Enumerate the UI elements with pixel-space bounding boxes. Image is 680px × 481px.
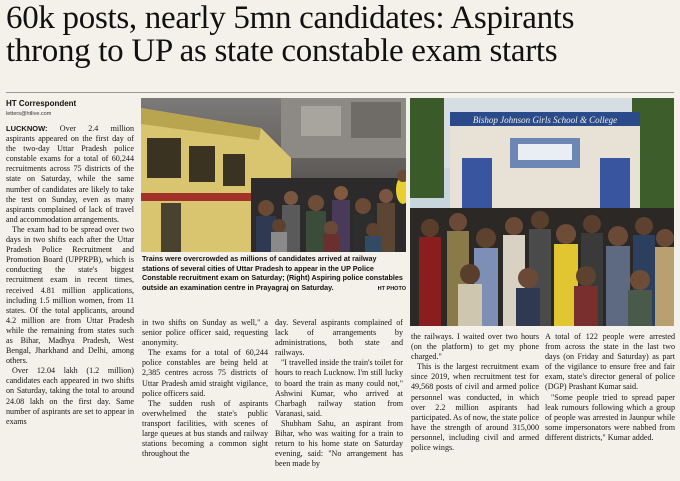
- byline-email: letters@htlive.com: [6, 111, 52, 117]
- paragraph-text: Over 2.4 million aspirants appeared on the first day of the two-day Uttar Pradesh police constable exams for a total of 60,244 recruitments across 75 districts of the state on Saturday, while the same number of candidates are likely to take the test on Sunday, even as many aspirants complained of lack of travel and accommodation arrangements.: [6, 124, 134, 224]
- photo-exam-centre-crowd: [410, 98, 674, 326]
- photo-credit: HT PHOTO: [377, 285, 406, 292]
- article-paragraph: A total of 122 people were arrested from across the state in the last two days (on Friday and Saturday) as part of the vigilance to ensure free and fair exam, state's director general of police (DGP) Prashant Kumar said.: [545, 332, 675, 392]
- article-paragraph: [6, 124, 134, 225]
- exam-centre-image: [410, 98, 674, 326]
- article-paragraph: "Some people tried to spread paper leak rumours following which a group of people was arrested in Jaunpur while some impersonators were nabbed from different districts," Kumar added.: [545, 392, 675, 442]
- article-column-3: [275, 318, 403, 480]
- article-paragraph: This is the largest recruitment exam since 2019, when recruitment test for 49,568 posts of civil and armed police personnel was conducted, in which over 2.2 million aspirants had participated. As of now, the state police have the strength of around 315,000 personnel, including civil and armed police wings.: [411, 362, 539, 453]
- article-paragraph: The exams for a total of 60,244 police constables are being held at 2,385 centres across 75 districts of Uttar Pradesh amid straight vigilance, police officers said.: [142, 348, 268, 398]
- caption-text: Trains were overcrowded as millions of candidates arrived at railway stations of several cities of Uttar Pradesh to appear in the UP Police Constable recruitment exam on Saturday; (Right) Aspiring police constables outside an examination centre in Prayagraj on Saturday.: [142, 254, 403, 292]
- byline: [6, 99, 134, 117]
- article-column-4: [411, 332, 539, 480]
- article-paragraph: the railways. I waited over two hours (on the platform) to get my phone charged.": [411, 332, 539, 362]
- headline-line-2: throng to UP as state constable exam starts: [6, 33, 558, 69]
- dateline: LUCKNOW:: [6, 124, 48, 133]
- photo-caption: [142, 254, 406, 294]
- byline-name: HT Correspondent: [6, 99, 77, 108]
- article-paragraph: The sudden rush of aspirants overwhelmed the state's public transport facilities, with scenes of large queues at bus stands and railway stations becoming a common sight throughout the: [142, 398, 268, 459]
- headline-rule: [6, 92, 674, 93]
- photo-crowded-train: [141, 98, 406, 252]
- headline-line-1: 60k posts, nearly 5mn candidates: Aspirants: [6, 0, 575, 36]
- article-paragraph: "I travelled inside the train's toilet for hours to reach Lucknow. I'm still lucky to board the train as many could not," Ashwini Kumar, who arrived at Charbagh railway station from Varanasi, said.: [275, 358, 403, 418]
- article-paragraph: Over 12.04 lakh (1.2 million) candidates each appeared in two shifts on Saturday, taking the total to around 24.08 lakh on the first day. Same number of aspirants are set to appear in exams: [6, 366, 134, 426]
- article-paragraph: Shubham Sahu, an aspirant from Bihar, who was waiting for a train to return to his home state on Saturday evening, said: "No arrangement has been made by: [275, 418, 403, 469]
- article-paragraph: day. Several aspirants complained of lack of arrangements by administrations, both state and railways.: [275, 318, 403, 358]
- article-column-2: [142, 318, 268, 480]
- headline: [6, 2, 674, 68]
- train-crowd-image: [141, 98, 406, 252]
- article-paragraph: The exam had to be spread over two days in two shifts each after the Uttar Pradesh Police Recruitment and Promotion Board (UPPRPB), which is conducting the state's biggest recruitment exam in recent times, received 4.81 million applications, including 1.5 million women, from 11 states. Of the total applicants, around 4.2 million are from Uttar Pradesh while the remaining from states such as Bihar, Madhya Pradesh, West Bengal, Jharkhand and Delhi, among others.: [6, 224, 134, 366]
- article-column-5: [545, 332, 675, 480]
- article-column-1: [6, 124, 134, 480]
- school-sign: Bishop Johnson Girls School & College: [472, 115, 618, 125]
- article-paragraph: in two shifts on Sunday as well," a senior police officer said, requesting anonymity.: [142, 318, 268, 348]
